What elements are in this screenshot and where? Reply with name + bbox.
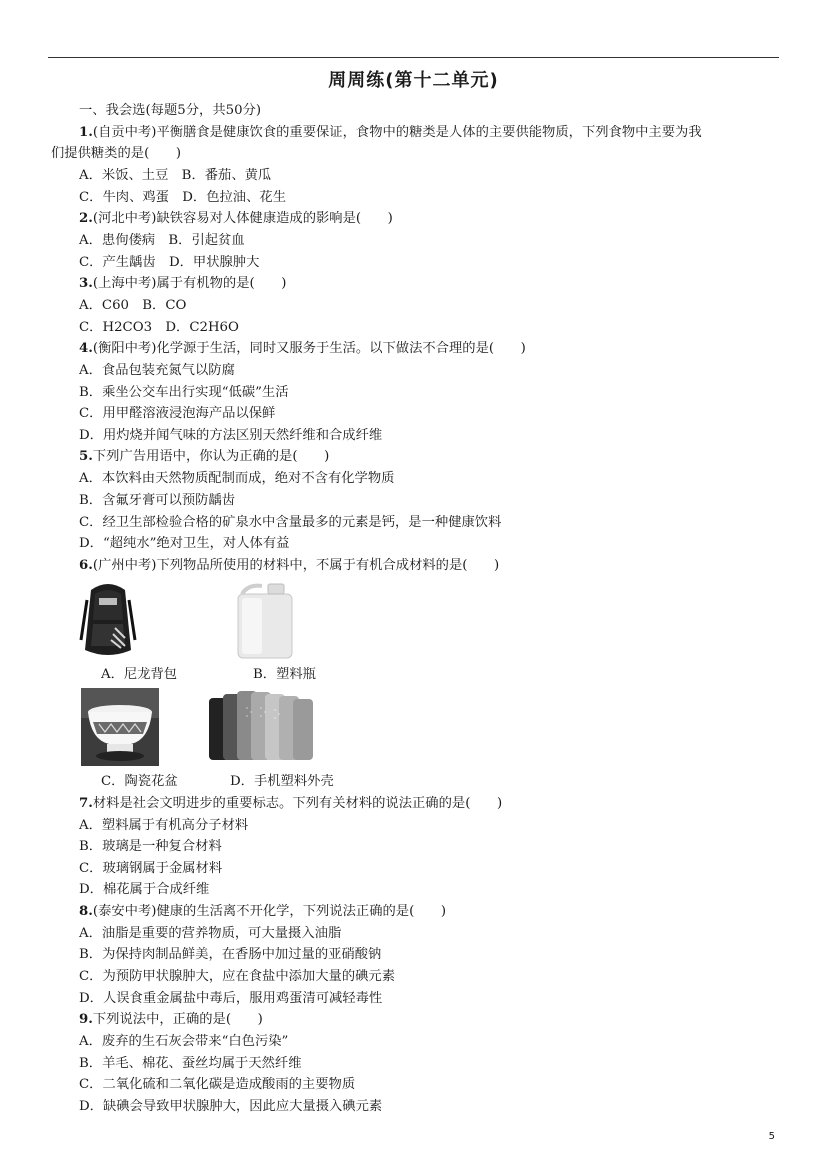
question-number: 3. [79,276,93,291]
option-line: A．米饭、土豆 B．番茄、黄瓜 [79,168,272,183]
question-stem: 下列说法中，正确的是( ) [92,1012,263,1027]
nylon-backpack-image [77,580,139,662]
option-d: D．“超纯水”绝对卫生，对人体有益 [79,536,290,551]
question-stem: (上海中考)属于有机物的是( ) [92,276,287,291]
option-b: B．含氟牙膏可以预防龋齿 [79,493,236,508]
option-a: A．塑料属于有机高分子材料 [79,818,249,833]
question-number: 6. [79,558,93,573]
question-5 [79,448,329,466]
question-9 [79,1011,263,1029]
question-number: 8. [79,904,93,919]
question-stem: (河北中考)缺铁容易对人体健康造成的影响是( ) [92,211,393,226]
option-line: A．C60 B．CO [79,298,187,313]
option-d: D．人误食重金属盐中毒后，服用鸡蛋清可减轻毒性 [79,991,383,1006]
option-line: A．患佝偻病 B．引起贫血 [79,233,245,248]
option-c: C．玻璃钢属于金属材料 [79,861,223,876]
option-d: D．用灼烧并闻气味的方法区别天然纤维和合成纤维 [79,428,383,443]
question-3 [79,275,287,293]
question-number: 2. [79,211,93,226]
option-d: D．棉花属于合成纤维 [79,882,210,897]
option-b: B．乘坐公交车出行实现“低碳”生活 [79,385,289,400]
question-6 [79,557,499,575]
image-caption-c: C．陶瓷花盆 [101,774,178,789]
question-number: 1. [79,125,93,140]
option-b: B．玻璃是一种复合材料 [79,839,222,854]
question-8 [79,903,446,921]
question-stem: 下列广告用语中，你认为正确的是( ) [92,449,330,464]
option-line: C．H2CO3 D．C2H6O [79,320,239,335]
option-a: A．食品包装充氮气以防腐 [79,363,235,378]
option-c: C．经卫生部检验合格的矿泉水中含量最多的元素是钙，是一种健康饮料 [79,515,502,530]
question-stem: (衡阳中考)化学源于生活，同时又服务于生活。以下做法不合理的是( ) [92,341,526,356]
question-number: 5. [79,449,93,464]
image-caption-d: D．手机塑料外壳 [230,774,334,789]
ceramic-flowerpot-image [81,688,159,766]
option-c: C．为预防甲状腺肿大，应在食盐中添加大量的碘元素 [79,969,396,984]
header-rule [48,57,779,58]
question-number: 4. [79,341,93,356]
option-b: B．羊毛、棉花、蚕丝均属于天然纤维 [79,1056,302,1071]
question-4 [79,340,526,358]
question-stem: 材料是社会文明进步的重要标志。下列有关材料的说法正确的是( ) [92,796,503,811]
question-1 [79,124,702,142]
option-b: B．为保持肉制品鲜美，在香肠中加过量的亚硝酸钠 [79,947,382,962]
option-c: C．二氧化硫和二氧化碳是造成酸雨的主要物质 [79,1077,356,1092]
question-2 [79,210,393,228]
question-number: 7. [79,796,93,811]
option-line: C．牛肉、鸡蛋 D．色拉油、花生 [79,190,286,205]
question-7 [79,795,502,813]
question-stem: (泰安中考)健康的生活离不开化学，下列说法正确的是( ) [92,904,447,919]
phone-plastic-case-image [207,688,315,766]
question-stem-continued: 们提供糖类的是( ) [51,146,182,161]
page-number: 5 [768,1131,775,1142]
option-d: D．缺碘会导致甲状腺肿大，因此应大量摄入碘元素 [79,1099,383,1114]
question-stem: (广州中考)下列物品所使用的材料中，不属于有机合成材料的是( ) [92,558,500,573]
option-line: C．产生龋齿 D．甲状腺肿大 [79,255,260,270]
section-header: 一、我会选(每题5分，共50分) [79,103,262,118]
question-number: 9. [79,1012,93,1027]
option-a: A．油脂是重要的营养物质，可大量摄入油脂 [79,926,342,941]
image-caption-a: A．尼龙背包 [101,667,178,682]
option-a: A．废弃的生石灰会带来“白色污染” [79,1034,289,1049]
option-c: C．用甲醛溶液浸泡海产品以保鲜 [79,406,276,421]
plastic-bottle-image [228,580,300,662]
option-a: A．本饮料由天然物质配制而成，绝对不含有化学物质 [79,471,395,486]
page-title: 周周练(第十二单元) [328,70,499,91]
question-stem: (自贡中考)平衡膳食是健康饮食的重要保证，食物中的糖类是人体的主要供能物质，下列食物中主要为我 [92,125,702,140]
image-caption-b: B．塑料瓶 [253,667,316,682]
